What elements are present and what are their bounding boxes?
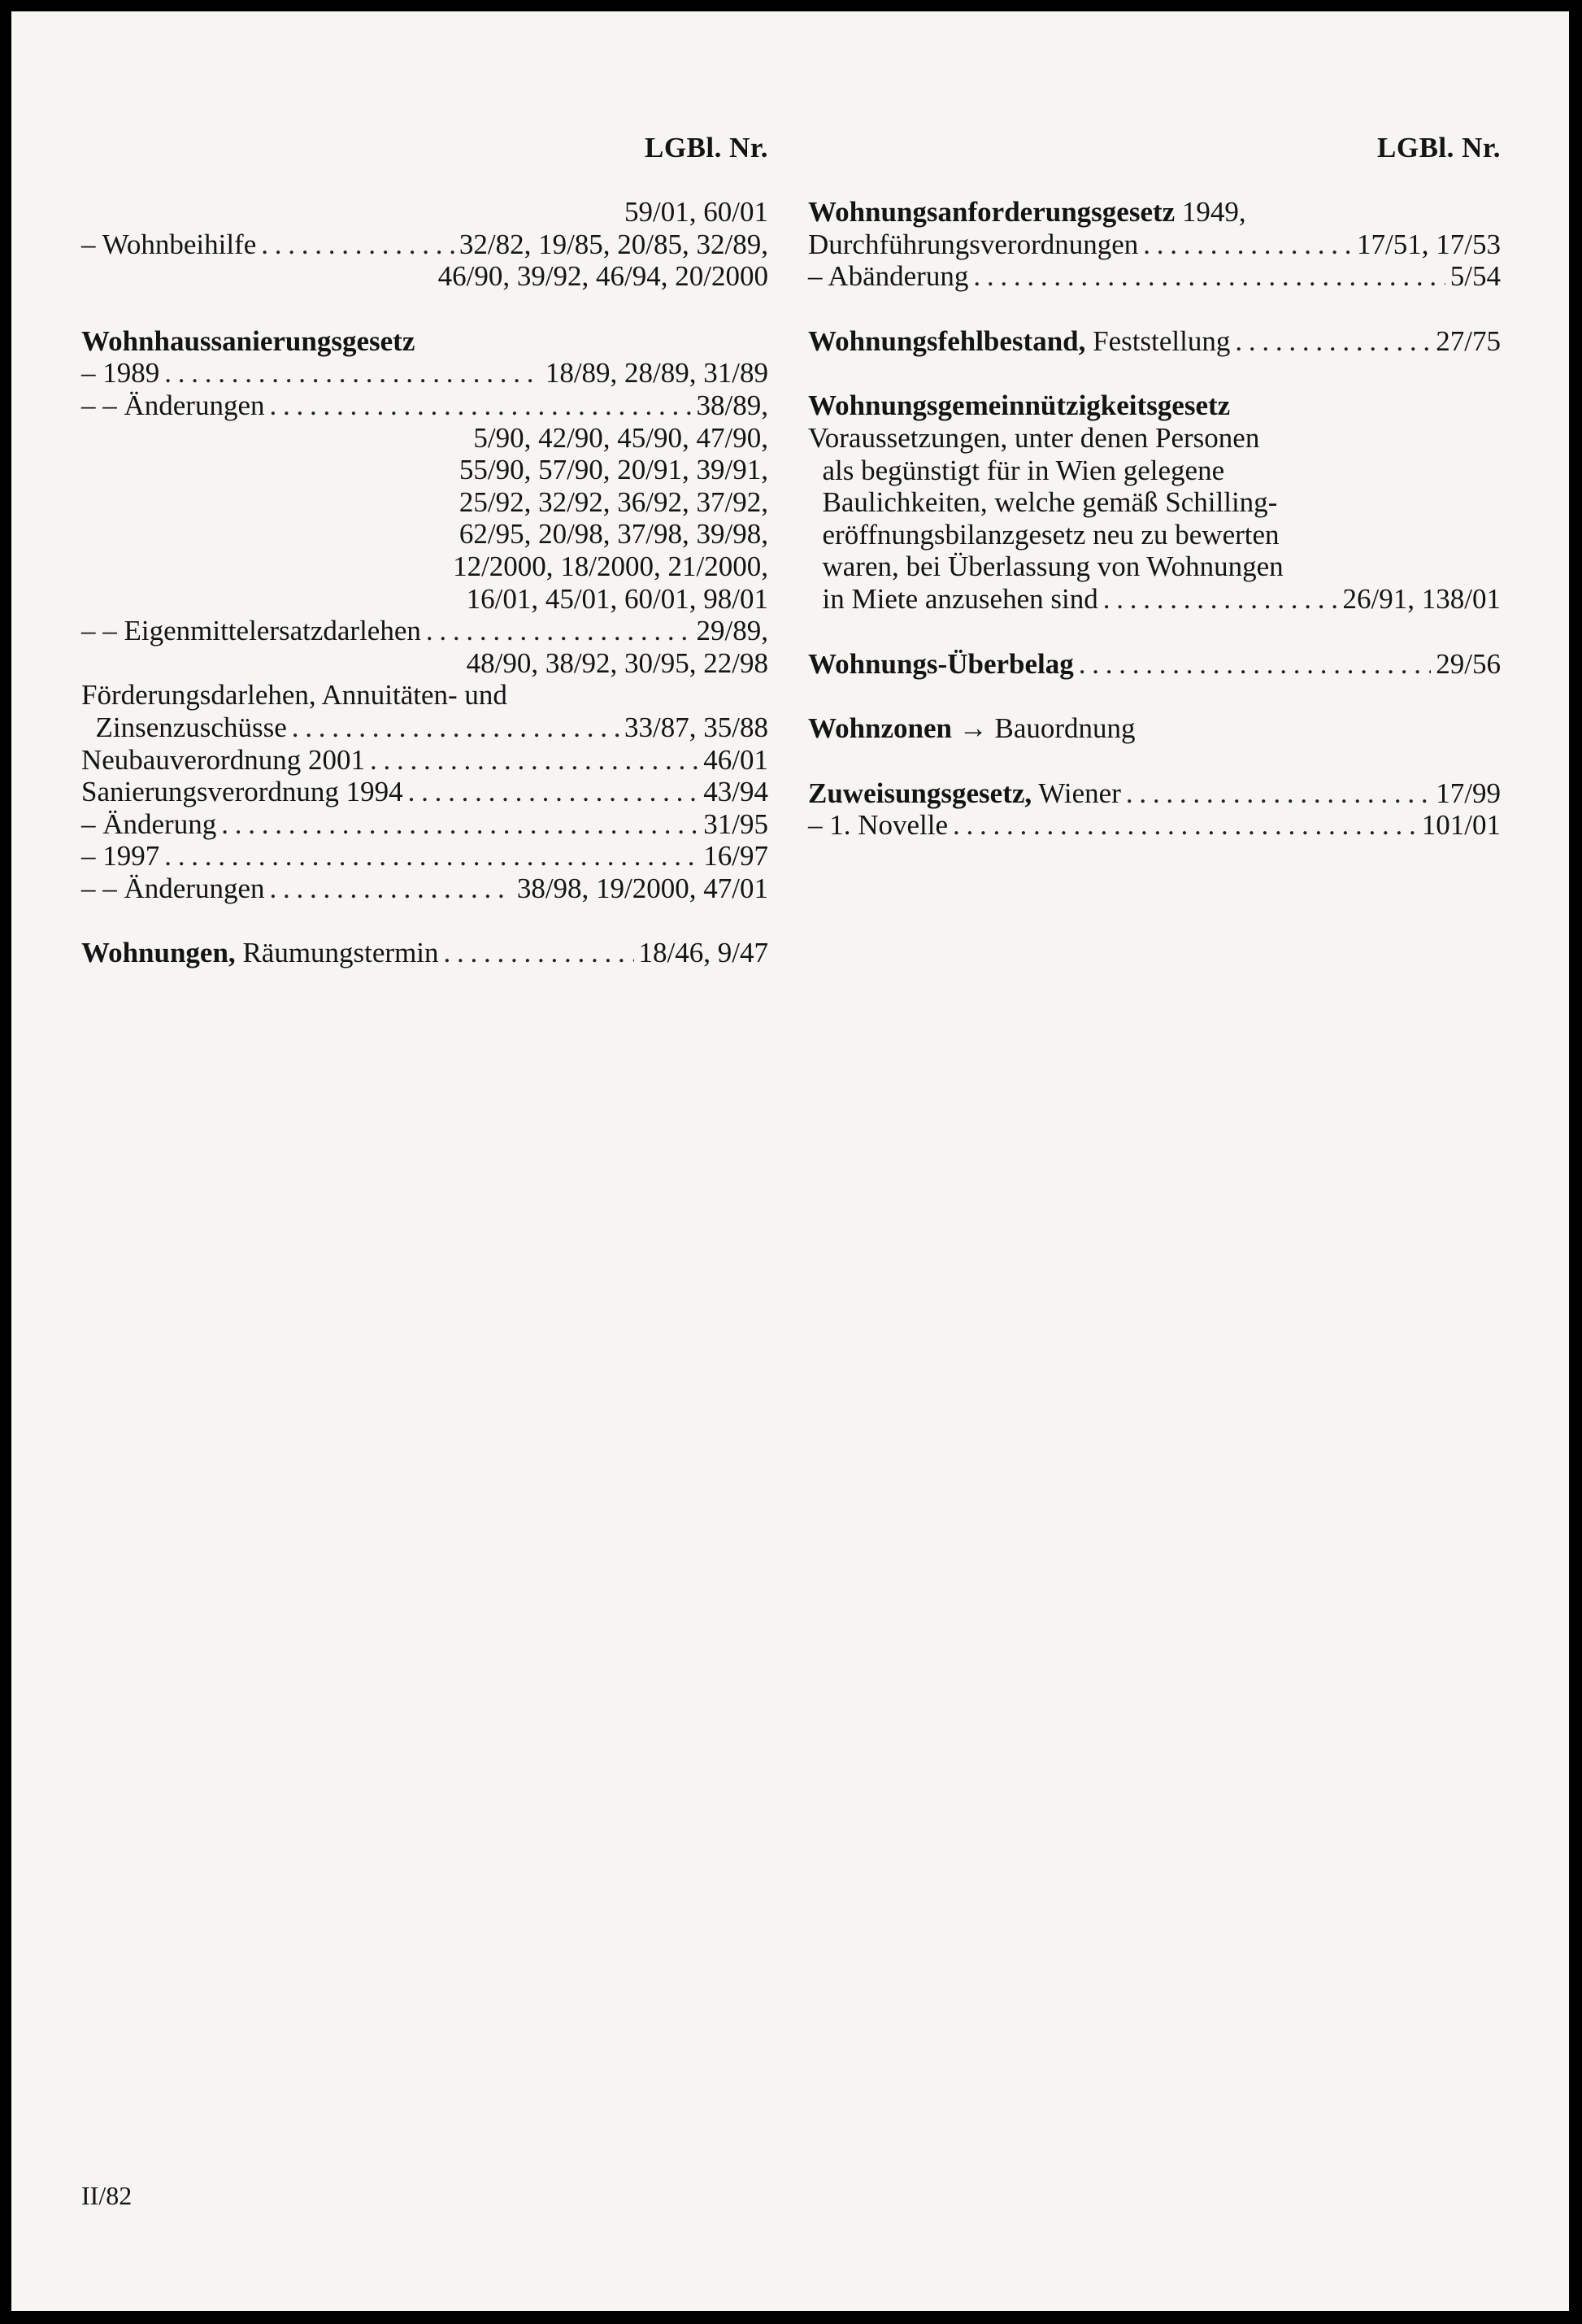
entry-text: Voraussetzungen, unter denen Personen [808,421,1260,454]
index-entry-line [81,357,768,390]
dot-leader [1103,583,1338,616]
entry-text: als begünstigt für in Wien gelegene [808,454,1225,486]
dot-leader [270,390,692,422]
entry-label: – – Änderungen [81,872,265,904]
dot-leader [370,744,698,777]
entry-reference-numbers: 33/87, 35/88 [624,711,768,743]
index-entry-line [808,228,1501,261]
index-entry-line [808,648,1501,681]
entry-label [808,648,1074,681]
index-text-line [808,486,1501,519]
entry-label: – 1989 [81,357,160,390]
entry-label [81,937,439,969]
index-continuation-line: 55/90, 57/90, 20/91, 39/91, [459,454,768,486]
index-text-line [81,679,768,712]
index-entry-line [81,808,768,841]
spacer [81,904,768,937]
index-entry-line [81,390,768,422]
entry-reference-numbers: 17/51, 17/53 [1357,228,1501,260]
index-entry-line [81,712,768,744]
entry-qualifier: Wiener [1032,777,1121,809]
dot-leader [261,228,454,261]
entry-reference-numbers: 27/75 [1436,324,1501,357]
entry-keyword: Wohnungs-Überbelag [808,647,1074,680]
entry-text: eröffnungsbilanzgesetz neu zu bewerten [808,518,1280,551]
entry-label: Sanierungsverordnung 1994 [81,776,403,808]
index-text-line [808,551,1501,583]
entry-label: – – Eigenmittelersatzdarlehen [81,615,421,647]
entry-keyword: Wohnhaussanierungsgesetz [81,324,415,357]
index-entries-left [81,196,768,969]
index-entry-line [808,583,1501,616]
entry-reference-numbers: 5/54 [1449,260,1501,293]
index-entry-line [808,325,1501,358]
entry-reference-numbers: 46/01 [703,743,768,776]
index-entry-line [81,744,768,777]
entry-reference-numbers: 29/56 [1436,647,1501,680]
entry-reference-numbers: 18/46, 9/47 [638,937,768,969]
entry-reference-numbers: 29/89, [696,615,768,647]
entry-text: Förderungsdarlehen, Annuitäten- und [81,679,507,712]
entry-reference-numbers: 38/89, [696,389,768,421]
index-entry-line [81,615,768,647]
entry-keyword: Wohnungsgemeinnützigkeitsgesetz [808,390,1231,422]
entry-text: Baulichkeiten, welche gemäß Schilling- [808,486,1278,519]
entry-label [808,325,1230,358]
index-entry-line [81,776,768,808]
index-continuation-line: 16/01, 45/01, 60/01, 98/01 [466,582,768,615]
index-continuation-line: 25/92, 32/92, 36/92, 37/92, [459,485,768,518]
page-number: II/82 [81,2181,133,2210]
dot-leader [270,873,512,905]
entry-qualifier: → Bauordnung [952,712,1136,745]
entry-label: Zinsenzuschüsse [81,711,287,743]
spacer [808,680,1501,712]
index-entry-line [808,777,1501,810]
entry-label: Durchführungsverordnungen [808,228,1139,260]
entry-text: waren, bei Überlassung von Wohnungen [808,551,1284,583]
index-continuation-line: 62/95, 20/98, 37/98, 39/98, [459,518,768,551]
dot-leader [292,712,619,744]
index-continuation-line: 5/90, 42/90, 45/90, 47/90, [473,421,768,454]
dot-leader [164,840,698,873]
index-entry-line [81,873,768,905]
entry-reference-numbers: 16/97 [703,840,768,873]
entry-reference-numbers: 32/82, 19/85, 20/85, 32/89, [459,228,768,260]
dot-leader [1143,228,1352,261]
index-heading-line [808,712,1501,745]
spacer [808,616,1501,648]
entry-heading [81,325,415,358]
spacer [808,357,1501,390]
index-entries-right [808,196,1501,842]
dot-leader [408,776,699,808]
entry-label: in Miete anzusehen sind [808,582,1098,615]
entry-label: – 1997 [81,840,160,873]
index-heading-line [808,196,1501,228]
entry-keyword: Wohnungen, [81,937,236,969]
index-entry-line [81,937,768,969]
entry-label: – 1. Novelle [808,809,949,842]
column-header-left: LGBl. Nr. [645,132,768,163]
dot-leader [1235,325,1431,358]
entry-qualifier: Räumungstermin [235,937,439,969]
spacer [808,293,1501,325]
spacer [808,745,1501,777]
entry-label: – Abänderung [808,260,969,293]
dot-leader [953,809,1417,842]
dot-leader [426,615,692,647]
entry-reference-numbers: 26/91, 138/01 [1342,582,1501,615]
dot-leader [164,357,541,390]
dot-leader [973,260,1445,293]
index-entry-line [808,809,1501,842]
index-continuation-line: 12/2000, 18/2000, 21/2000, [453,550,768,582]
index-text-line [808,422,1501,455]
entry-reference-numbers: 43/94 [703,776,768,808]
entry-reference-numbers: 18/89, 28/89, 31/89 [545,357,768,390]
dot-leader [1126,777,1431,810]
index-entry-line [81,840,768,873]
entry-keyword: Wohnungsanforderungsgesetz [808,196,1176,228]
dot-leader [444,937,634,969]
index-text-line [808,519,1501,551]
entry-keyword: Wohnungsfehlbestand, [808,324,1086,357]
spacer [81,293,768,325]
entry-keyword: Zuweisungsgesetz, [808,777,1032,809]
index-continuation-line: 59/01, 60/01 [624,196,768,228]
entry-qualifier: Feststellung [1085,324,1231,357]
index-continuation-line: 46/90, 39/92, 46/94, 20/2000 [437,260,768,293]
entry-keyword: Wohnzonen [808,712,952,745]
entry-label: Neubauverordnung 2001 [81,743,365,776]
dot-leader [1079,648,1432,681]
index-entry-line [81,228,768,261]
dot-leader [221,808,698,841]
entry-reference-numbers: 101/01 [1421,809,1501,842]
index-continuation-line: 48/90, 38/92, 30/95, 22/98 [466,646,768,679]
column-header-right: LGBl. Nr. [1377,132,1501,163]
index-heading-line [808,390,1501,422]
index-text-line [808,455,1501,487]
entry-label: – – Änderungen [81,389,265,421]
index-entry-line [808,260,1501,293]
entry-heading [808,390,1230,422]
entry-label: – Wohnbeihilfe [81,228,257,260]
entry-heading [808,196,1246,228]
entry-label: – Änderung [81,807,217,840]
document-page [11,11,1569,2311]
entry-label [808,777,1121,810]
entry-reference-numbers: 31/95 [703,807,768,840]
entry-heading [808,712,1136,745]
entry-reference-numbers: 17/99 [1436,777,1501,809]
index-heading-line [81,325,768,358]
entry-qualifier: 1949, [1175,196,1246,228]
entry-reference-numbers: 38/98, 19/2000, 47/01 [516,872,768,904]
